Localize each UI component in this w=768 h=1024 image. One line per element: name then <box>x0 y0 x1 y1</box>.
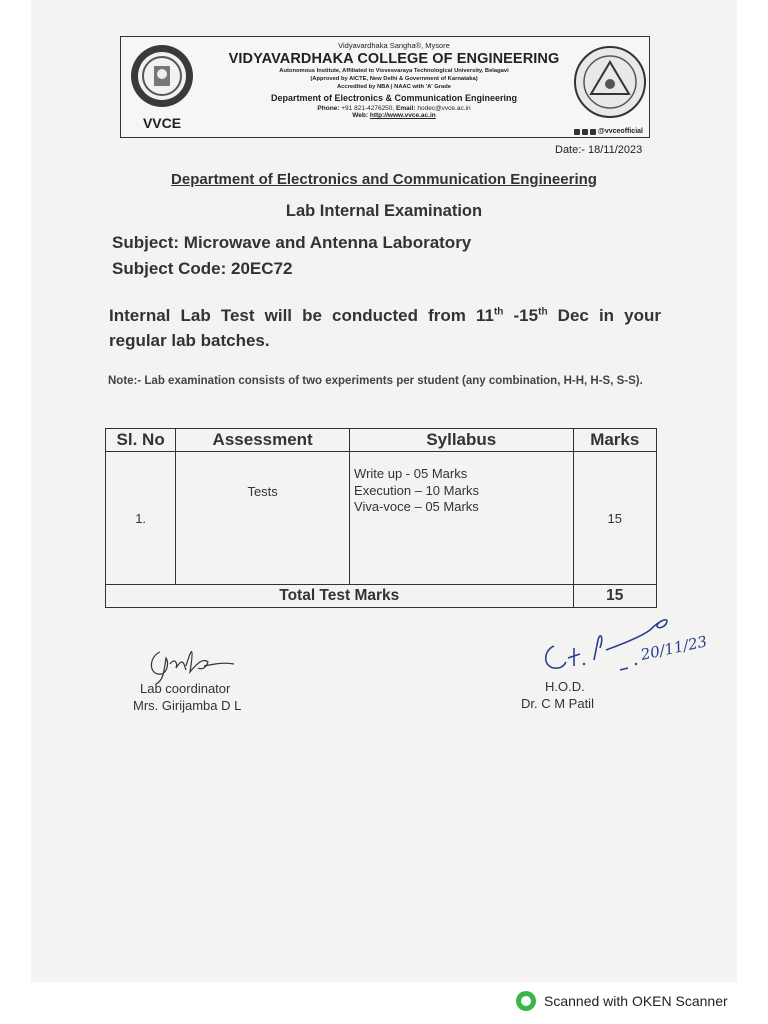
syllabus-item: Viva-voce – 05 Marks <box>354 499 479 514</box>
coordinator-role: Lab coordinator <box>140 681 231 696</box>
email-address: hodec@vvce.ac.in <box>417 105 471 112</box>
total-row <box>106 585 657 608</box>
web-label: Web: <box>352 112 369 119</box>
youtube-icon <box>590 129 596 135</box>
header-assessment: Assessment <box>176 429 350 452</box>
total-label: Total Test Marks <box>106 585 574 608</box>
vvce-logo-text: VVCE <box>142 115 182 131</box>
letterhead-text <box>209 39 579 119</box>
scanner-watermark <box>516 990 728 1012</box>
email-label: Email: <box>396 105 416 112</box>
web-link: http://www.vvce.ac.in <box>369 112 436 119</box>
university-seal-logo <box>573 44 647 124</box>
accreditation-text: Accredited by NBA | NAAC with 'A' Grade <box>337 84 451 90</box>
total-value: 15 <box>573 585 656 608</box>
announcement-text <box>109 303 661 353</box>
announcement-superscript: th <box>538 306 548 318</box>
instagram-icon <box>574 129 580 135</box>
scanner-logo-icon <box>516 991 536 1011</box>
cell-syllabus <box>350 452 573 585</box>
college-name: VIDYAVARDHAKA COLLEGE OF ENGINEERING <box>228 51 560 67</box>
department-title: Department of Electronics and Communication Engineering <box>171 171 597 188</box>
cell-marks: 15 <box>573 452 656 585</box>
social-handle <box>574 128 643 135</box>
hod-name: Dr. C M Patil <box>521 696 594 711</box>
assessment-table <box>105 428 657 608</box>
facebook-icon <box>582 129 588 135</box>
header-syllabus: Syllabus <box>350 429 573 452</box>
cell-sl-no: 1. <box>106 452 176 585</box>
header-marks: Marks <box>573 429 656 452</box>
affiliation-text: Autonomous Institute, Affiliated to Visvesvaraya Technological University, Belagavi <box>279 68 509 74</box>
header-sl-no: Sl. No <box>106 429 176 452</box>
coordinator-signature <box>146 636 246 686</box>
announcement-part: Internal Lab Test will be conducted from 11 <box>109 306 494 325</box>
hod-role: H.O.D. <box>545 679 585 694</box>
letterhead-department: Department of Electronics & Communication Engineering <box>270 93 518 103</box>
letterhead <box>120 36 650 138</box>
subject-line: Subject: Microwave and Antenna Laboratory <box>112 233 472 252</box>
phone-label: Phone: <box>317 105 340 112</box>
scanner-text: Scanned with OKEN Scanner <box>544 993 728 1009</box>
phone-number: +91 821-4276250, <box>341 105 395 112</box>
table-header-row <box>106 429 657 452</box>
exam-note: Note:- Lab examination consists of two experiments per student (any combination, H-H, H-S, S-S). <box>108 375 643 387</box>
exam-title: Lab Internal Examination <box>285 202 483 220</box>
syllabus-item: Execution – 10 Marks <box>354 482 480 498</box>
announcement-part: -15 <box>503 306 539 325</box>
coordinator-name: Mrs. Girijamba D L <box>133 698 242 713</box>
college-emblem-logo <box>127 42 197 134</box>
subject-code-line: Subject Code: 20EC72 <box>112 259 293 278</box>
hod-signature-date: 20/11/23 <box>639 632 709 664</box>
sangha-name: Vidyavardhaka Sangha®, Mysore <box>338 41 450 50</box>
document-date: Date:- 18/11/2023 <box>555 144 643 156</box>
approval-text: (Approved by AICTE, New Delhi & Government of Karnataka) <box>310 76 478 82</box>
hod-signature <box>538 606 728 686</box>
announcement-superscript: th <box>493 306 504 318</box>
syllabus-item: Write up - 05 Marks <box>354 466 468 481</box>
contact-line <box>209 105 579 112</box>
table-row <box>106 452 657 585</box>
social-handle-text: @vvceofficial <box>598 128 643 135</box>
announcement-part: Dec in your regular lab batches. <box>109 306 662 350</box>
web-line <box>209 112 579 119</box>
cell-assessment: Tests <box>176 452 350 585</box>
